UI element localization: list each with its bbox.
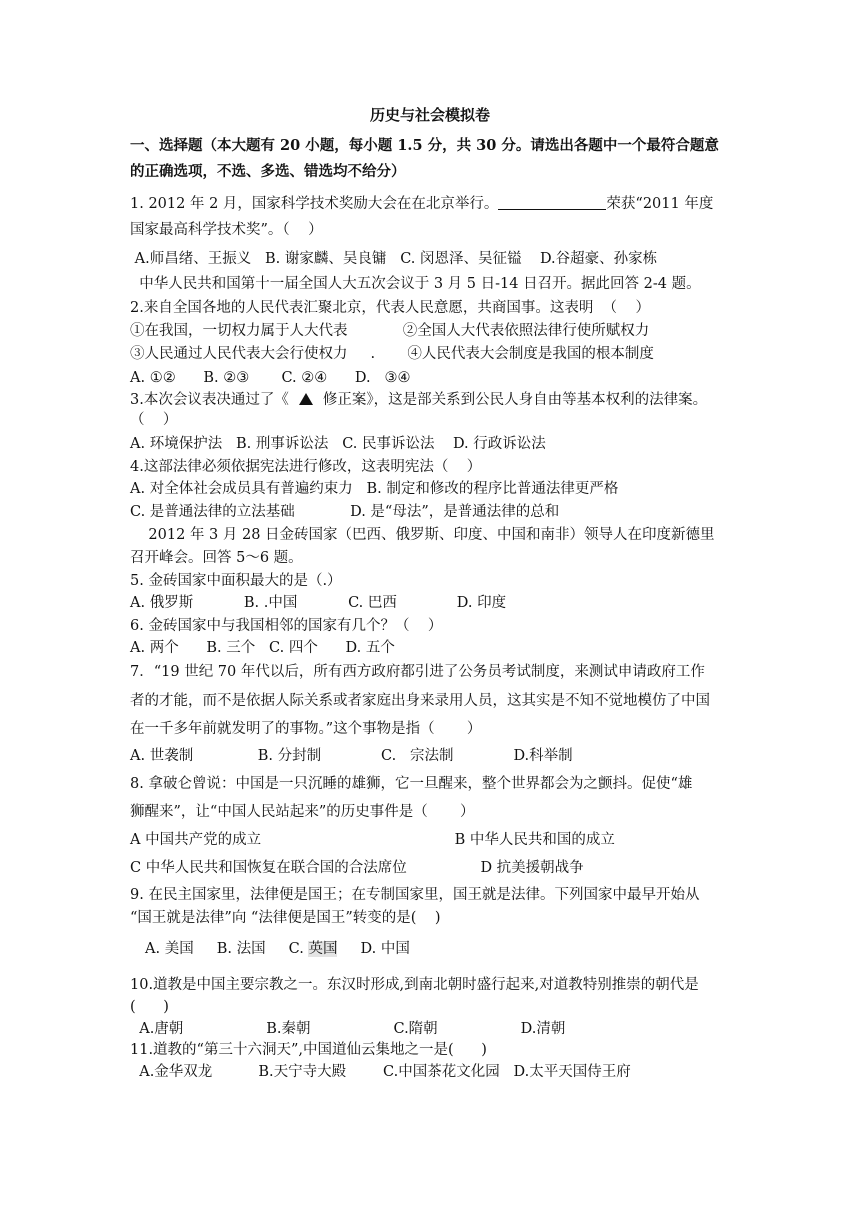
question-3 [130,390,707,410]
q10-options: A.唐朝 B.秦朝 C.隋朝 D.清朝 [130,1021,566,1037]
q8-options-ab: A 中国共产党的成立 B 中华人民共和国的成立 [130,832,615,848]
q10-line1: 10.道教是中国主要宗教之一。东汉时形成,到南北朝时盛行起来,对道教特别推崇的朝代是 [130,977,699,993]
q9-option-b: B. 法国 [216,941,266,957]
q7-options: A. 世袭制 B. 分封制 C. 宗法制 D.科举制 [130,748,573,764]
page-title: 历史与社会模拟卷 [369,106,490,124]
q1-stem-post: 荣获“2011 年度 [606,196,714,212]
intro-5-6-line1: 2012 年 3 月 28 日金砖国家（巴西、俄罗斯、印度、中国和南非）领导人在印度新德里 [130,527,715,543]
q2-options: A. ①② B. ②③ C. ②④ D. ③④ [130,370,411,386]
q6-options: A. 两个 B. 三个 C. 四个 D. 五个 [130,640,395,656]
q9-option-a: A. 美国 [145,941,194,957]
question-1 [130,194,713,214]
q9-option-c-highlight: 英国 [308,941,338,957]
q4-stem: 4.这部法律必须依据宪法进行修改，这表明宪法（ ） [130,459,482,475]
q11-options: A.金华双龙 B.天宁寺大殿 C.中国茶花文化园 D.太平天国侍王府 [130,1064,631,1080]
q9-option-c: C. [288,941,309,957]
q11-stem: 11.道教的“第三十六洞天”,中国道仙云集地之一是( ) [130,1042,487,1058]
q7-line1: 7．“19 世纪 70 年代以后，所有西方政府都引进了公务员考试制度，来测试申请政府工作 [130,664,705,680]
q4-options-ab: A. 对全体社会成员具有普遍约束力 B. 制定和修改的程序比普通法律更严格 [130,481,619,497]
q9-line2: “国王就是法律”向 “法律便是国王”转变的是( ) [130,910,441,926]
q7-line2: 者的才能，而不是依据人际关系或者家庭出身来录用人员，这其实是不知不觉地模仿了中国 [130,693,710,709]
triangle-marker-icon [299,393,313,405]
q9-line1: 9. 在民主国家里，法律便是国王；在专制国家里，国王就是法律。下列国家中最早开始从 [130,887,700,903]
q1-options: A.师昌绪、王振义 B. 谢家麟、吴良镛 C. 闵恩泽、吴征镒 D.谷超豪、孙家栋 [130,251,658,267]
q3-stem-pre: 3.本次会议表决通过了《 [130,392,289,408]
q5-stem: 5. 金砖国家中面积最大的是（.） [130,573,342,589]
intro-5-6-line2: 召开峰会。回答 5～6 题。 [130,550,303,566]
answer-blank [498,195,606,210]
q6-stem: 6. 金砖国家中与我国相邻的国家有几个？（ ） [130,618,443,634]
q8-options-cd: C 中华人民共和国恢复在联合国的合法席位 D 抗美援朝战争 [130,860,584,876]
intro-2-4: 中华人民共和国第十一届全国人大五次会议于 3 月 5 日-14 日召开。据此回答 2-4 题。 [130,276,701,292]
q2-statements-2: ③人民通过人民代表大会行使权力 . ④人民代表大会制度是我国的根本制度 [130,346,654,362]
q8-line1: 8. 拿破仑曾说：中国是一只沉睡的雄狮，它一旦醒来，整个世界都会为之颤抖。促使“雄 [130,776,693,792]
q5-options: A. 俄罗斯 B. .中国 C. 巴西 D. 印度 [130,595,507,611]
q4-options-cd: C. 是普通法律的立法基础 D. 是“母法”，是普通法律的总和 [130,504,560,520]
q1-stem-pre: 1. 2012 年 2 月，国家科学技术奖励大会在在北京举行。 [130,196,499,212]
q10-line2: ( ) [130,999,169,1015]
q9-option-d: D. 中国 [360,941,410,957]
q1-stem-cont: 国家最高科学技术奖”。（ ） [130,222,323,238]
q3-options: A. 环境保护法 B. 刑事诉讼法 C. 民事诉讼法 D. 行政诉讼法 [130,436,546,452]
q3-stem-cont: （ ） [130,412,178,428]
section-heading-line1: 一、选择题（本大题有 20 小题，每小题 1.5 分，共 30 分。请选出各题中一个最符合题意 [130,137,719,154]
q2-stem: 2.来自全国各地的人民代表汇聚北京，代表人民意愿，共商国事。这表明 （ ） [130,300,650,316]
q3-stem-post: 修正案》，这是部关系到公民人身自由等基本权利的法律案。 [322,392,708,408]
section-heading-line2: 的正确选项，不选、多选、错选均不给分） [130,163,406,180]
q8-line2: 狮醒来”，让“中国人民站起来”的历史事件是（ ） [130,804,475,820]
q2-statements-1: ①在我国，一切权力属于人大代表 ②全国人大代表依照法律行使所赋权力 [130,323,650,339]
q7-line3: 在一千多年前就发明了的事物。”这个事物是指（ ） [130,721,482,737]
q9-options [145,939,410,959]
